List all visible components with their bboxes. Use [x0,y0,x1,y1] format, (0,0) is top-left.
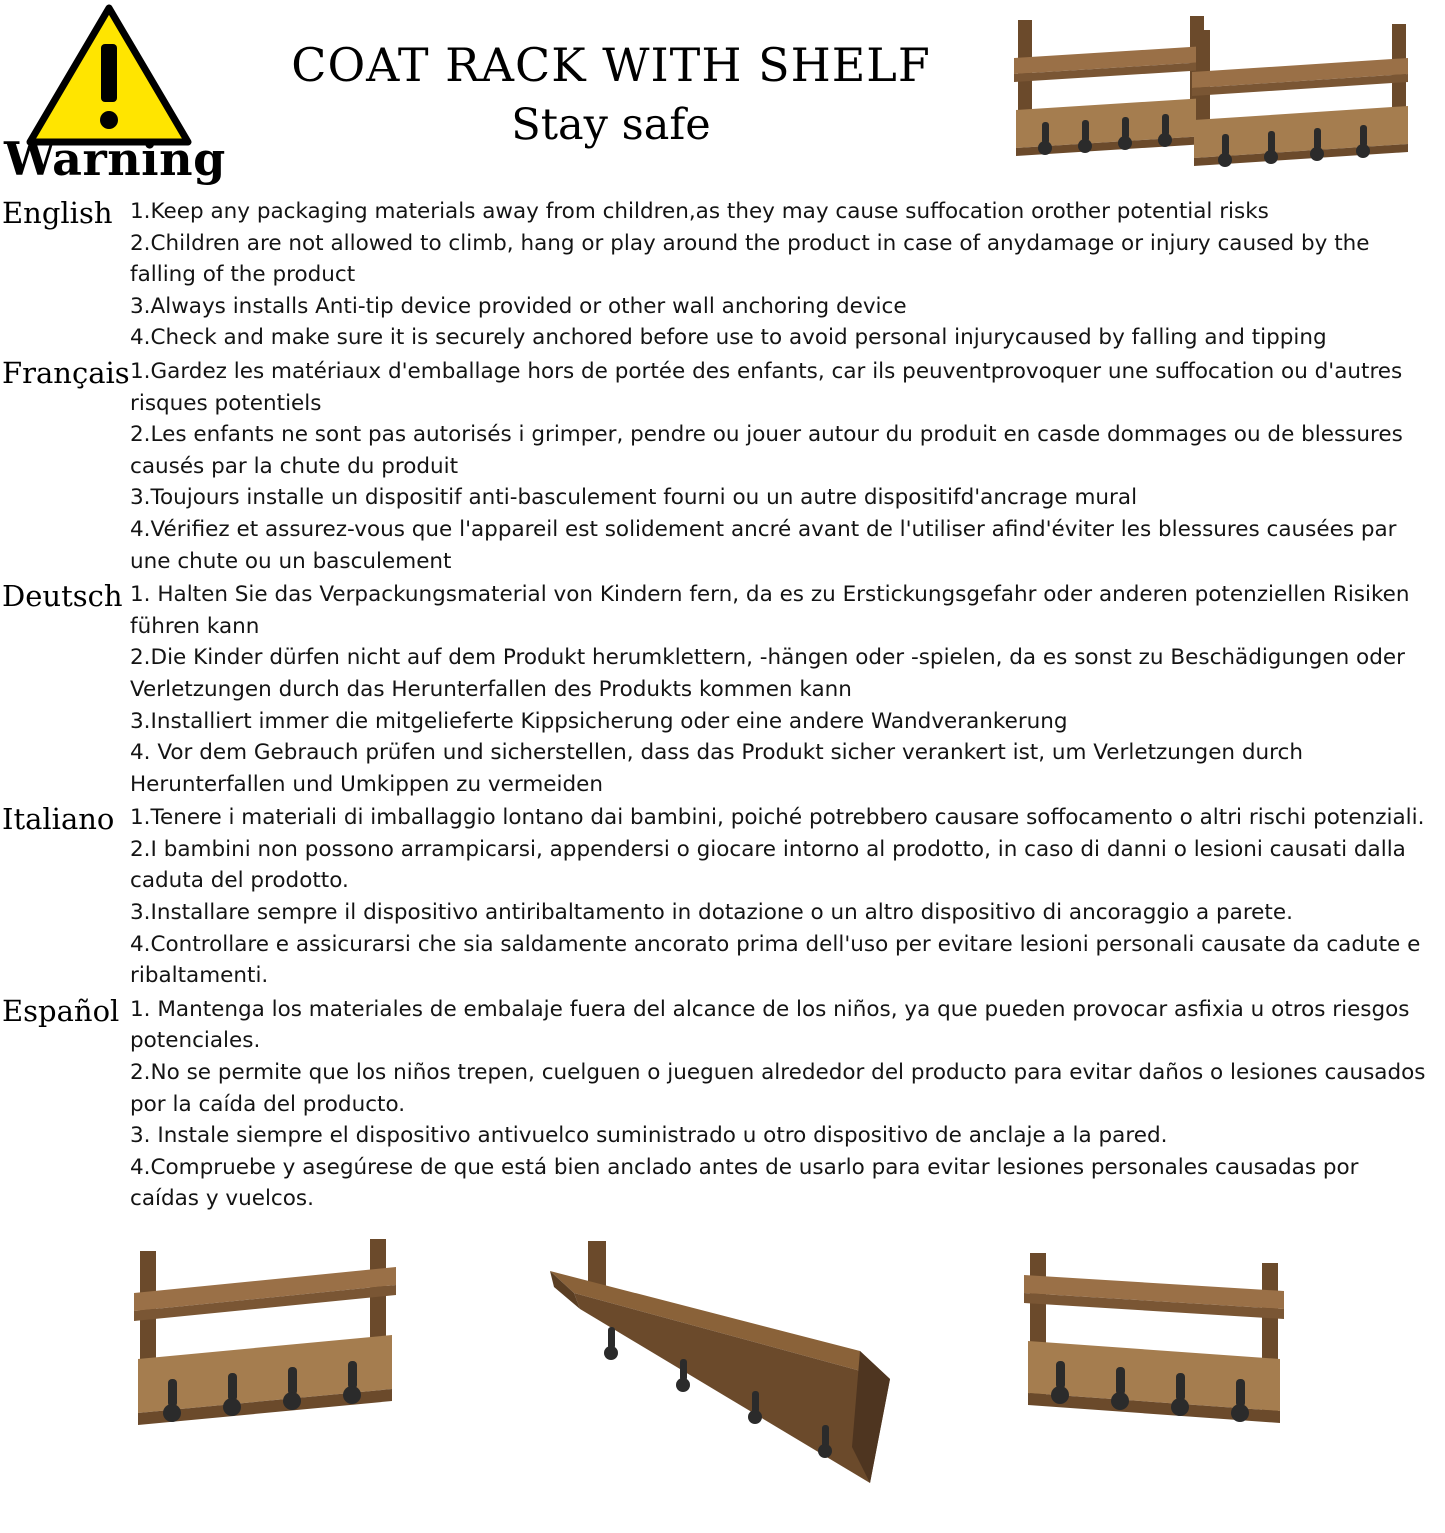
language-items [130,994,1435,1215]
instruction-item: 3.Installiert immer die mitgelieferte Kippsicherung oder eine andere Wandverankerung [130,708,1068,734]
instruction-item: 4.Controllare e assicurarsi che sia saldamente ancorato prima dell'uso per evitare lesioni personali causate da cadute e ribaltamenti. [130,931,1421,989]
language-label: English [2,196,113,230]
product-photo-angled [540,1233,920,1523]
language-section-deutsch [0,579,1435,800]
title-block [236,38,986,154]
instruction-item: 2.Children are not allowed to climb, hang or play around the product in case of anydamage or injury caused by the falling of the product [130,230,1370,288]
product-photo-gallery [0,1233,1445,1533]
warning-block [4,2,226,186]
language-items [130,579,1435,800]
page-subtitle: Stay safe [511,100,711,151]
instruction-item: 1.Keep any packaging materials away from children,as they may cause suffocation orother potential risks [130,199,1269,224]
product-photo-side [1000,1233,1340,1463]
instruction-item: 2.No se permite que los niños trepen, cuelguen o jueguen alrededor del producto para evitar daños o lesiones causados por la caída del producto. [130,1060,1426,1117]
instruction-item: 1. Halten Sie das Verpackungsmaterial von Kindern fern, da es zu Erstickungsgefahr oder anderen potenziellen Risiken führen kann [130,582,1410,639]
language-section-italiano [0,802,1435,992]
instruction-item: 3.Always installs Anti-tip device provided or other wall anchoring device [130,293,907,319]
language-section-english [0,196,1435,354]
warning-label: Warning [4,132,226,186]
instruction-item: 1.Tenere i materiali di imballaggio lontano dai bambini, poiché potrebbero causare soffocamento o altri rischi potenziali. [130,805,1425,831]
language-items [130,356,1435,577]
language-items [130,802,1435,992]
instruction-item: 2.Les enfants ne sont pas autorisés i grimper, pendre ou jouer autour du produit en casde dommages ou de blessures causés par la chute du produit [130,422,1403,479]
instruction-item: 3. Instale siempre el dispositivo antivuelco suministrado u otro dispositivo de anclaje a la pared. [130,1123,1168,1149]
product-photo-front [120,1233,460,1463]
instruction-item: 4.Compruebe y asegúrese de que está bien anclado antes de usarlo para evitar lesiones personales causadas por caídas y vuelcos. [130,1154,1359,1212]
instructions-content [0,196,1445,1215]
product-photo-header [1000,14,1430,190]
warning-triangle-icon [25,2,193,148]
instruction-item: 4.Vérifiez et assurez-vous que l'appareil est solidement ancré avant de l'utiliser afind'éviter les blessures causées par une chute ou un basculement [130,516,1397,574]
language-section-espanol [0,994,1435,1215]
language-label: Français [2,355,130,390]
language-label: Español [2,993,120,1028]
language-items [130,196,1435,354]
instruction-item: 3.Installare sempre il dispositivo antiribaltamento in dotazione o un altro dispositivo di ancoraggio a parete. [130,900,1293,926]
instruction-item: 2.I bambini non possono arrampicarsi, appendersi o giocare intorno al prodotto, in caso di danni o lesioni causati dalla caduta del prodotto. [130,836,1406,894]
document-header [0,0,1445,196]
instruction-item: 2.Die Kinder dürfen nicht auf dem Produkt herumklettern, -hängen oder -spielen, da es sonst zu Beschädigungen oder Verletzungen durch das Herunterfallen des Produkts kommen kann [130,645,1405,702]
page-title: COAT RACK WITH SHELF [291,38,931,92]
instruction-item: 4. Vor dem Gebrauch prüfen und sicherstellen, dass das Produkt sicher verankert ist, um Verletzungen durch Herunterfallen und Umkippen zu vermeiden [130,740,1303,797]
language-section-francais [0,356,1435,577]
instruction-item: 3.Toujours installe un dispositif anti-basculement fourni ou un autre dispositifd'ancrage mural [130,485,1138,511]
instruction-item: 4.Check and make sure it is securely anchored before use to avoid personal injurycaused by falling and tipping [130,325,1327,351]
language-label: Italiano [2,802,115,837]
instruction-item: 1.Gardez les matériaux d'emballage hors de portée des enfants, car ils peuventprovoquer une suffocation ou d'autres risques potentiels [130,358,1403,416]
instruction-item: 1. Mantenga los materiales de embalaje fuera del alcance de los niños, ya que pueden provocar asfixia u otros riesgos potenciales. [130,996,1410,1054]
language-label: Deutsch [2,579,123,614]
